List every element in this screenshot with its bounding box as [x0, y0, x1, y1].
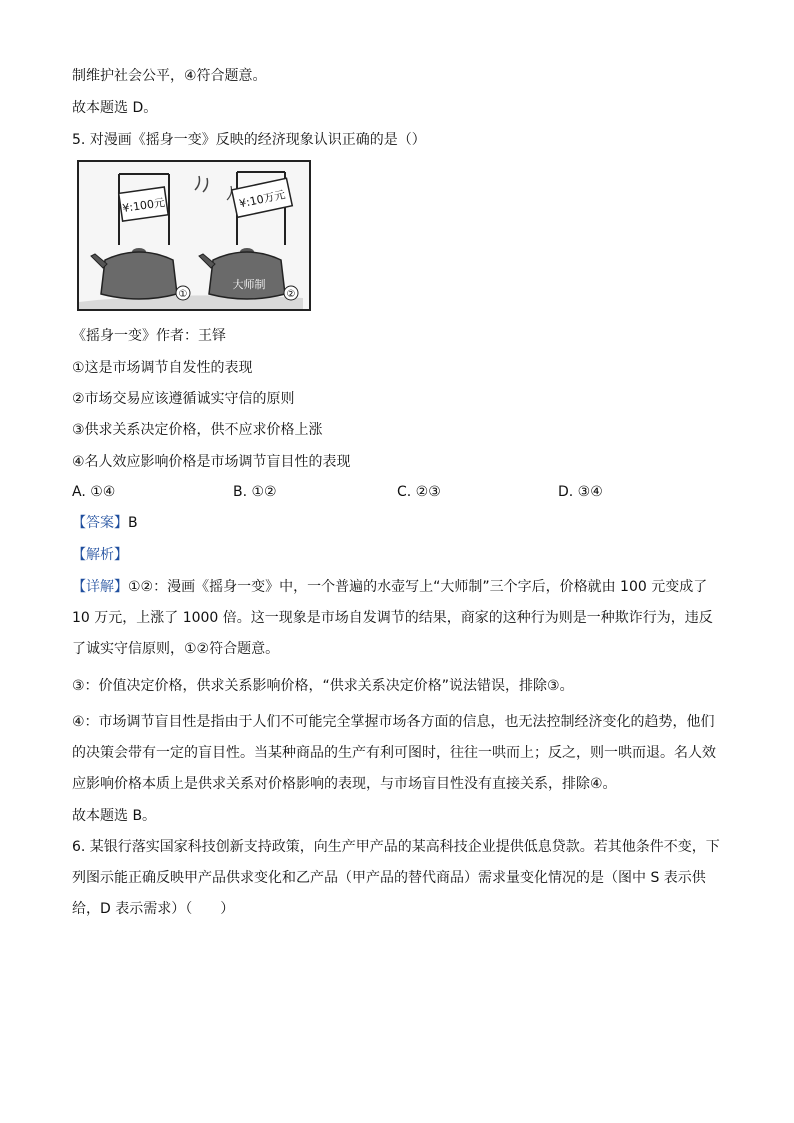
svg-text:②: ②	[286, 289, 296, 300]
detail-paragraph-1	[72, 572, 722, 665]
statement-3: ③供求关系决定价格，供不应求价格上涨	[72, 422, 323, 438]
svg-text:①: ①	[178, 289, 188, 300]
detail-text-1: ①②：漫画《摇身一变》中，一个普遍的水壶写上“大师制”三个字后，价格就由 100 元变成了 10 万元，上涨了 1000 倍。这一现象是市场自发调节的结果，商家的这种行为则是一种欺诈行为，违反了诚实守信原则，①②符合题意。	[72, 579, 713, 657]
prev-conclusion: 故本题选 D。	[72, 100, 158, 116]
question-6-stem: 6. 某银行落实国家科技创新支持政策，向生产甲产品的某高科技企业提供低息贷款。若其他条件不变，下列图示能正确反映甲产品供求变化和乙产品（甲产品的替代商品）需求量变化情况的是（图中 S 表示供给，D 表示需求）（ ）	[72, 839, 720, 917]
analysis-label: 【解析】	[72, 547, 128, 563]
statement-4: ④名人效应影响价格是市场调节盲目性的表现	[72, 454, 351, 470]
answer-line	[72, 513, 138, 533]
prev-answer-tail: 制维护社会公平，④符合题意。	[72, 68, 267, 84]
option-c: C. ②③	[397, 484, 441, 500]
statement-2: ②市场交易应该遵循诚实守信的原则	[72, 391, 295, 407]
cartoon-image	[77, 160, 311, 311]
answer-value: B	[128, 515, 138, 531]
option-d: D. ③④	[558, 484, 603, 500]
option-b: B. ①②	[233, 484, 277, 500]
cartoon-caption: 《摇身一变》作者：王铎	[72, 328, 226, 344]
svg-text:大师制: 大师制	[232, 278, 266, 291]
option-a: A. ①④	[72, 484, 116, 500]
q5-conclusion: 故本题选 B。	[72, 808, 157, 824]
svg-text:¥:100元: ¥:100元	[121, 196, 166, 215]
question-5-stem: 5. 对漫画《摇身一变》反映的经济现象认识正确的是（）	[72, 132, 426, 148]
detail-paragraph-2: ③：价值决定价格，供求关系影响价格，“供求关系决定价格”说法错误，排除③。	[72, 678, 574, 694]
svg-text:¥:10万元: ¥:10万元	[238, 188, 287, 211]
detail-label: 【详解】	[72, 579, 128, 595]
detail-paragraph-3: ④：市场调节盲目性是指由于人们不可能完全掌握市场各方面的信息，也无法控制经济变化的趋势，他们的决策会带有一定的盲目性。当某种商品的生产有利可图时，往往一哄而上；反之，则一哄而退。名人效应影响价格本质上是供求关系对价格影响的表现，与市场盲目性没有直接关系，排除④。	[72, 714, 716, 792]
statement-1: ①这是市场调节自发性的表现	[72, 360, 253, 376]
answer-label: 【答案】	[72, 515, 128, 531]
